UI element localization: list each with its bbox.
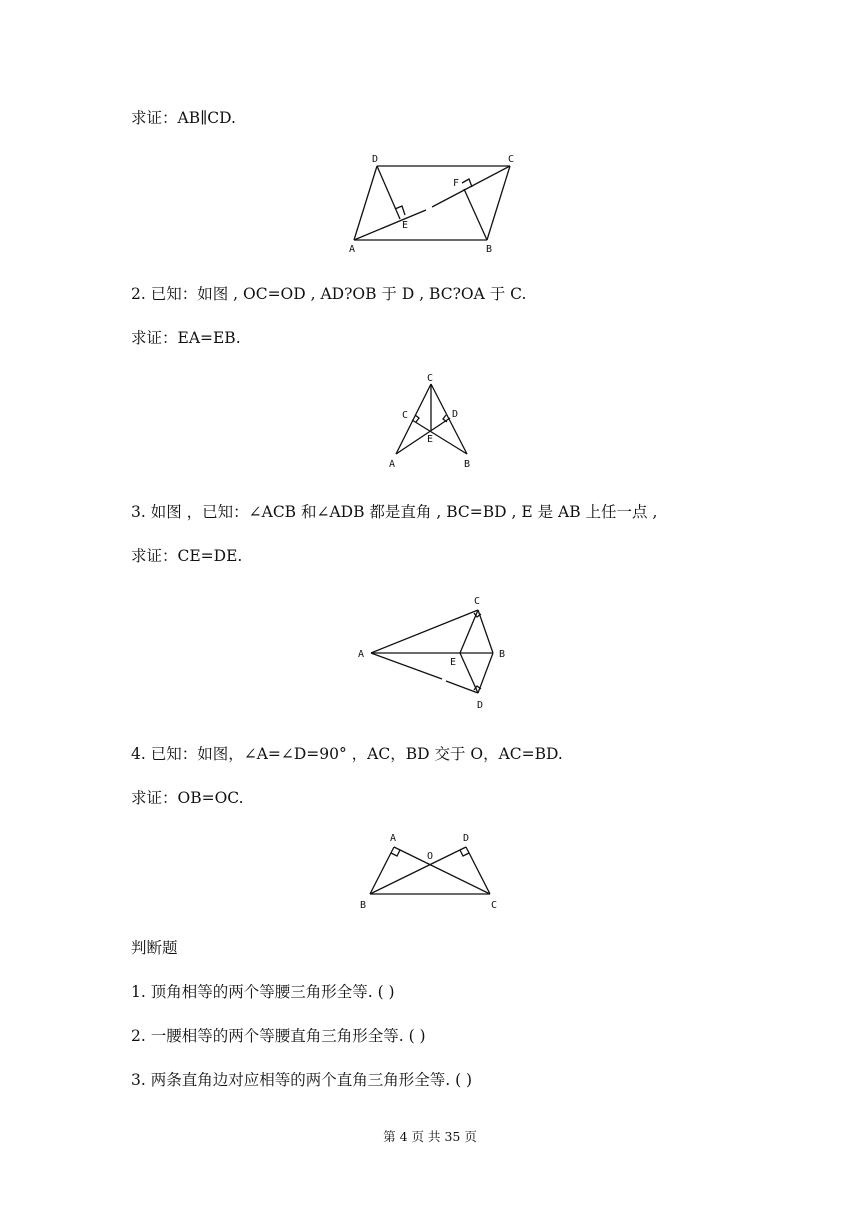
label-C-top: C — [427, 373, 434, 384]
label-D: D — [477, 700, 484, 711]
label-A: A — [349, 244, 356, 255]
label-C: C — [491, 900, 498, 911]
label-A: A — [389, 459, 396, 470]
prove-statement-1: 求证：AB∥CD. — [131, 109, 236, 127]
label-B: B — [499, 649, 506, 660]
label-A: A — [358, 649, 365, 660]
figure-4-crossing — [350, 828, 510, 913]
label-B: B — [464, 459, 471, 470]
label-B: B — [360, 900, 367, 911]
true-false-item-2: 2. 一腰相等的两个等腰直角三角形全等. ( ) — [131, 1027, 426, 1045]
prove-statement-3: 求证：CE=DE. — [131, 547, 243, 565]
true-false-item-3: 3. 两条直角边对应相等的两个直角三角形全等. ( ) — [131, 1071, 473, 1089]
label-E: E — [427, 434, 434, 445]
label-C: C — [508, 154, 515, 165]
label-C: C — [474, 596, 481, 607]
figure-2-angle — [380, 372, 480, 472]
label-D: D — [463, 833, 470, 844]
problem-3-given: 3. 如图 ，已知：∠ACB 和∠ADB 都是直角 , BC=BD , E 是 AB 上任一点 , — [131, 503, 658, 521]
label-E: E — [402, 220, 409, 231]
true-false-item-1: 1. 顶角相等的两个等腰三角形全等. ( ) — [131, 983, 395, 1001]
figure-3-kite — [350, 590, 530, 715]
label-D: D — [452, 409, 459, 420]
prove-statement-2: 求证：EA=EB. — [131, 329, 241, 347]
section-heading-true-false: 判断题 — [131, 939, 178, 957]
label-F: F — [453, 178, 460, 189]
label-C-foot: C — [402, 410, 409, 421]
label-A: A — [390, 833, 397, 844]
label-O: O — [427, 851, 434, 862]
problem-4-given: 4. 已知：如图，∠A=∠D=90° ，AC，BD 交于 O，AC=BD. — [131, 745, 563, 763]
page-footer: 第 4 页 共 35 页 — [383, 1129, 477, 1144]
figure-1-parallelogram — [340, 148, 530, 258]
label-E: E — [450, 657, 457, 668]
prove-statement-4: 求证：OB=OC. — [131, 789, 244, 807]
problem-2-given: 2. 已知：如图 , OC=OD , AD?OB 于 D , BC?OA 于 C. — [131, 285, 527, 303]
label-B: B — [486, 244, 493, 255]
label-D: D — [372, 154, 379, 165]
